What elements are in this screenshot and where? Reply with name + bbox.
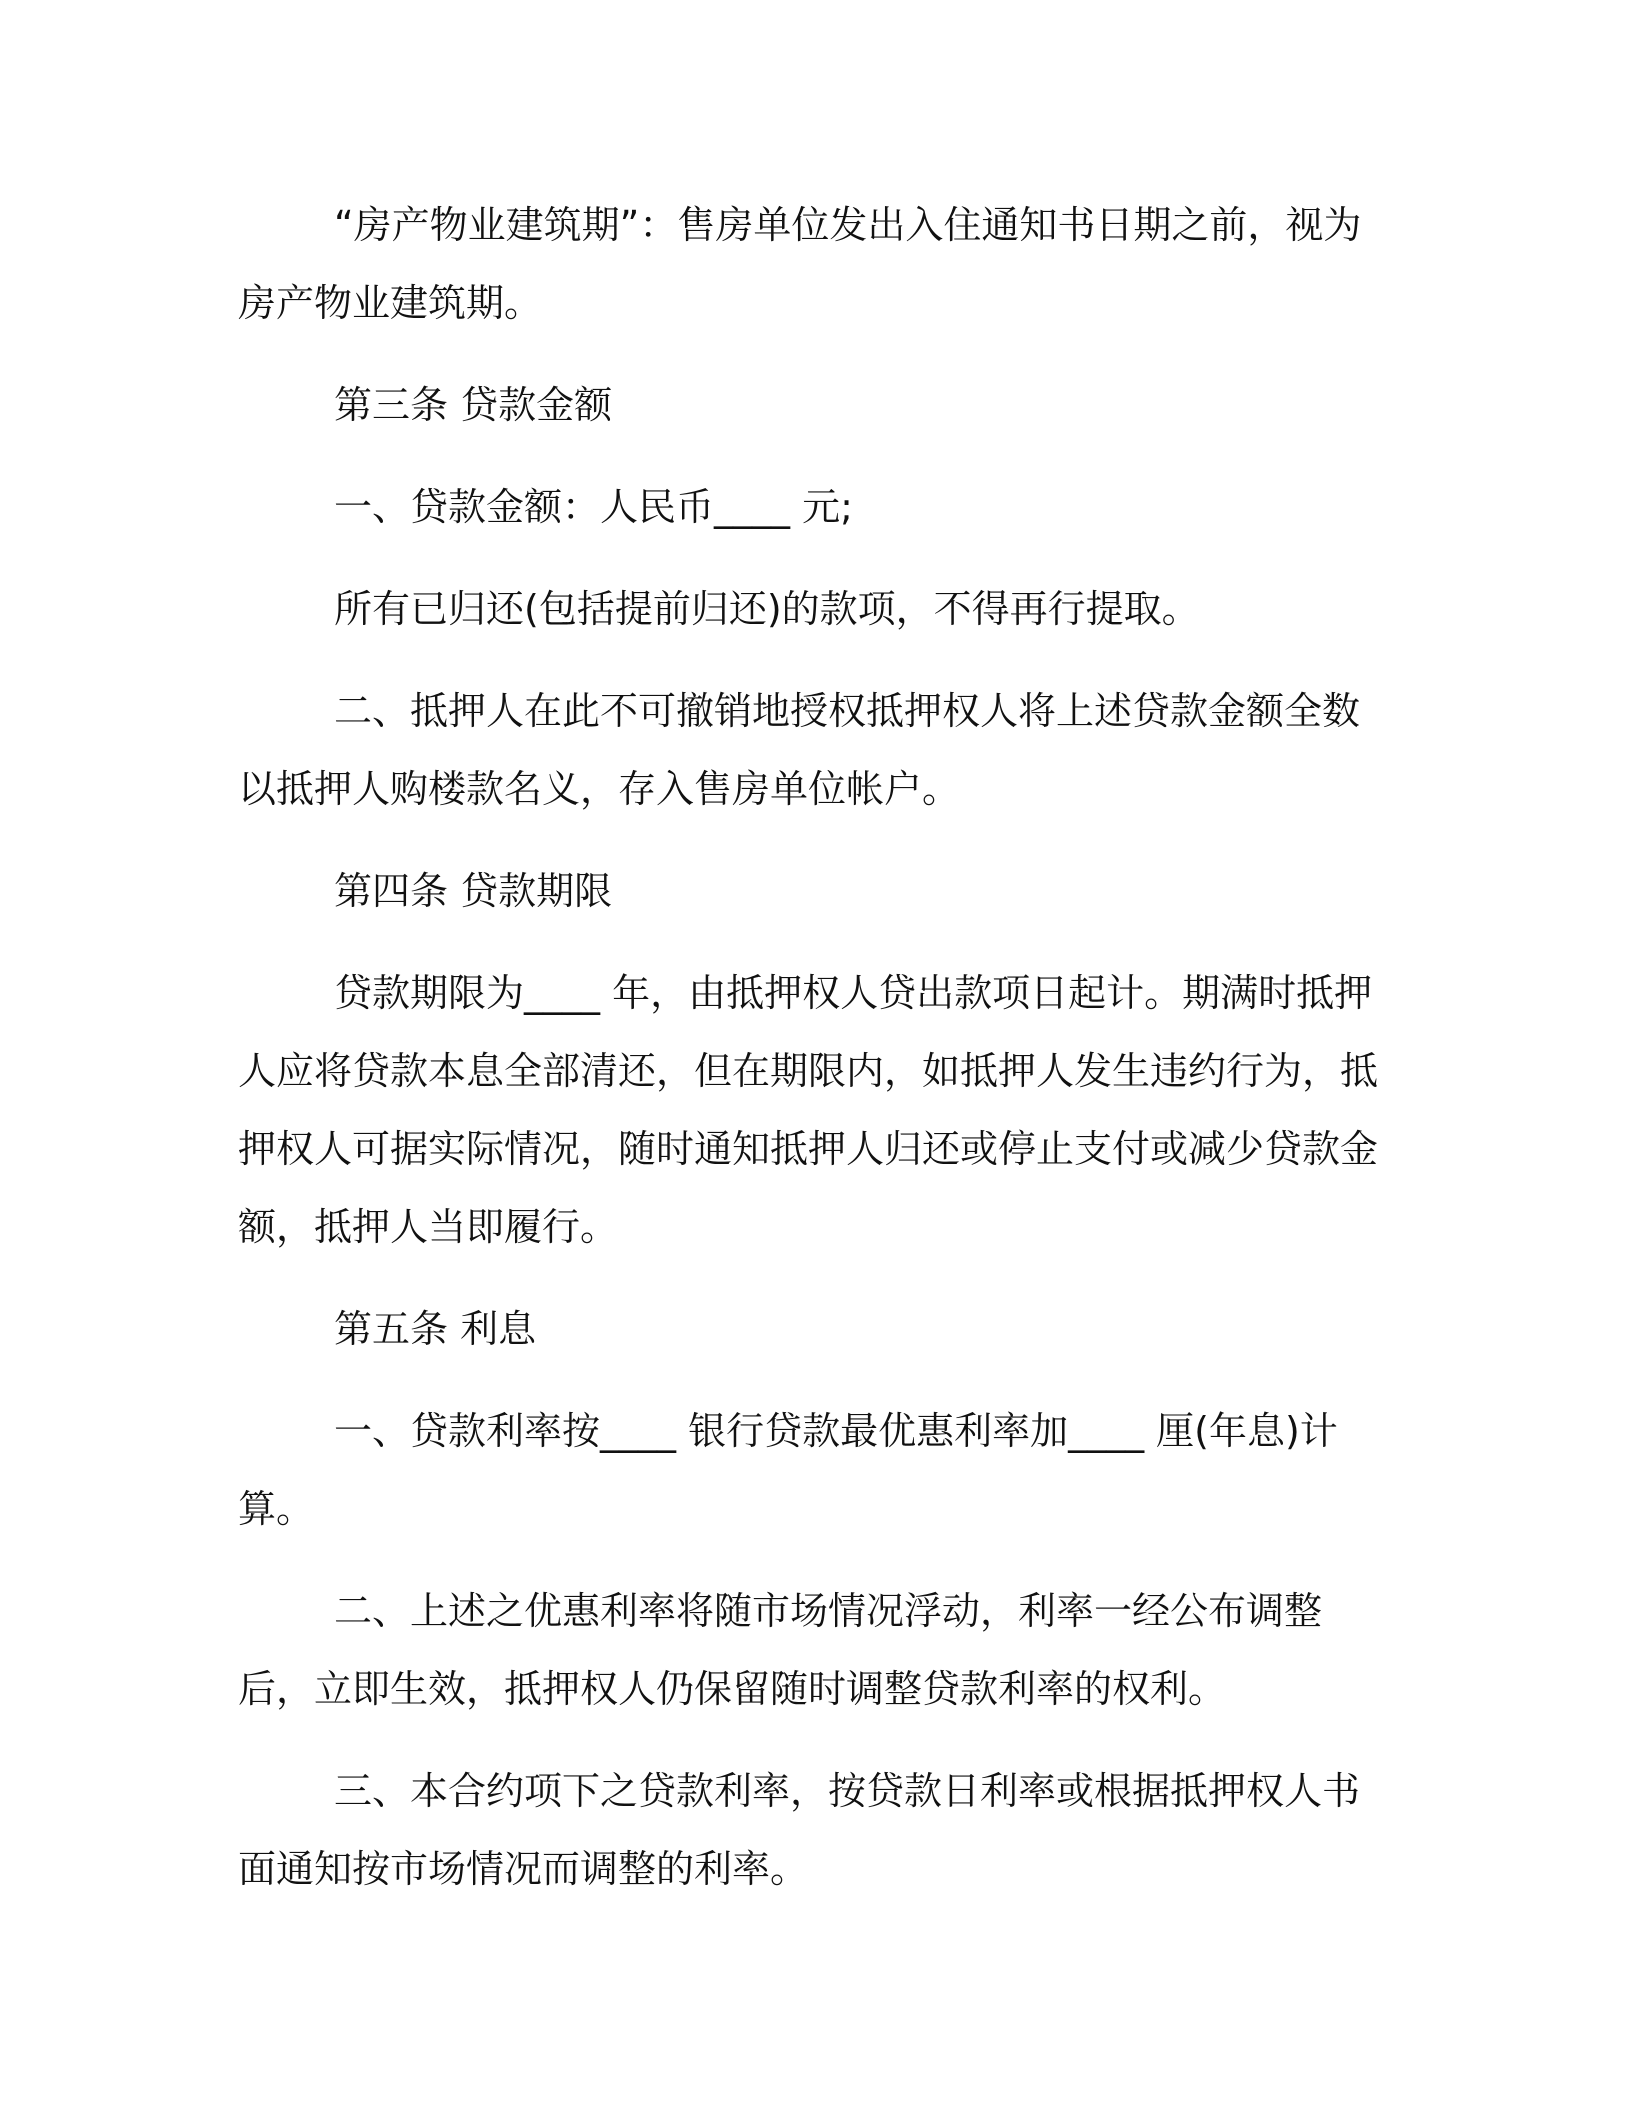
paragraph-interest-rate: 一、贷款利率按____ 银行贷款最优惠利率加____ 厘(年息)计算。 [238,1409,1338,1531]
heading-article-5-interest: 第五条 利息 [334,1307,537,1351]
heading-article-3-loan-amount: 第三条 贷款金额 [334,383,613,427]
paragraph-repaid-not-withdrawable: 所有已归还(包括提前归还)的款项，不得再行提取。 [334,587,1200,631]
paragraph-loan-amount-rmb: 一、贷款金额：人民币____ 元; [334,485,853,529]
paragraph-definition-construction-period: “房产物业建筑期”：售房单位发出入住通知书日期之前，视为房产物业建筑期。 [238,203,1362,325]
paragraph-contract-rate: 三、本合约项下之贷款利率，按贷款日利率或根据抵押权人书面通知按市场情况而调整的利率。 [238,1769,1361,1891]
document-page [238,186,1388,1908]
paragraph-loan-term: 贷款期限为____ 年，由抵押权人贷出款项日起计。期满时抵押人应将贷款本息全部清还，但在期限内，如抵押人发生违约行为，抵押权人可据实际情况，随时通知抵押人归还或停止支付或减少贷款金额，抵押人当即履行。 [238,971,1379,1249]
paragraph-authorization-deposit: 二、抵押人在此不可撤销地授权抵押权人将上述贷款金额全数以抵押人购楼款名义，存入售房单位帐户。 [238,689,1361,811]
paragraph-rate-adjustment: 二、上述之优惠利率将随市场情况浮动，利率一经公布调整后，立即生效，抵押权人仍保留随时调整贷款利率的权利。 [238,1589,1323,1711]
heading-article-4-loan-term: 第四条 贷款期限 [334,869,613,913]
